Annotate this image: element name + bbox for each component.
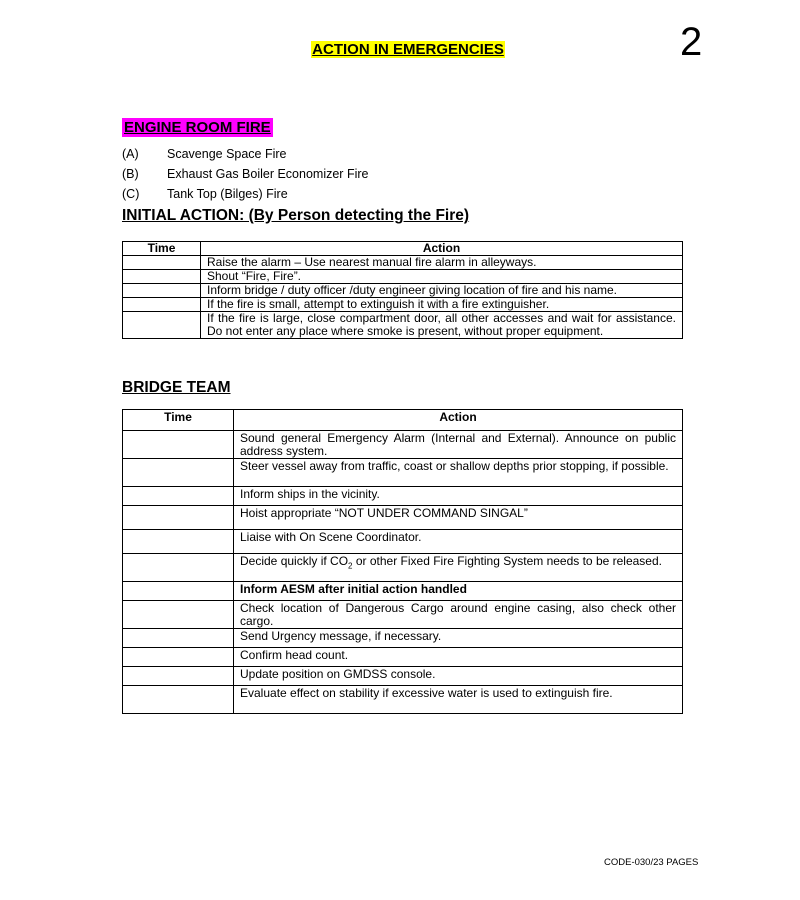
time-cell [123, 629, 234, 648]
action-cell: If the fire is small, attempt to extinguish it with a fire extinguisher. [201, 298, 683, 312]
time-cell [123, 667, 234, 686]
table-row [123, 270, 683, 284]
engine-room-fire-heading: ENGINE ROOM FIRE [124, 119, 271, 136]
action-cell: Steer vessel away from traffic, coast or shallow depths prior stopping, if possible. [234, 459, 683, 487]
action-cell: If the fire is large, close compartment door, all other accesses and wait for assistance. Do not enter any place where smoke is present, without proper equipment. [201, 312, 683, 339]
action-cell: Sound general Emergency Alarm (Internal and External). Announce on public address system. [234, 431, 683, 459]
table-row [123, 601, 683, 629]
time-cell [123, 554, 234, 582]
table-header-row [123, 242, 683, 256]
action-text-part: Decide quickly if CO [240, 554, 349, 568]
list-item-code: (B) [122, 167, 139, 181]
initial-action-heading: INITIAL ACTION: (By Person detecting the Fire) [122, 207, 470, 224]
time-cell [123, 487, 234, 506]
table-row [123, 554, 683, 582]
list-item-text: Scavenge Space Fire [167, 147, 287, 161]
column-header-time: Time [123, 410, 234, 431]
action-cell: Send Urgency message, if necessary. [234, 629, 683, 648]
action-cell: Liaise with On Scene Coordinator. [234, 530, 683, 554]
bridge-team-heading: BRIDGE TEAM [122, 379, 231, 396]
table-row [123, 284, 683, 298]
document-title: ACTION IN EMERGENCIES [312, 41, 504, 58]
time-cell [123, 459, 234, 487]
table-row [123, 506, 683, 530]
time-cell [123, 270, 201, 284]
column-header-action: Action [201, 242, 683, 256]
fire-type-list [122, 144, 368, 204]
action-cell: Evaluate effect on stability if excessive water is used to extinguish fire. [234, 686, 683, 714]
table-row [123, 686, 683, 714]
time-cell [123, 601, 234, 629]
table-row [123, 298, 683, 312]
list-item [122, 184, 368, 204]
table-header-row [123, 410, 683, 431]
table-row [123, 312, 683, 339]
list-item-text: Tank Top (Bilges) Fire [167, 187, 288, 201]
table-row [123, 459, 683, 487]
column-header-time: Time [123, 242, 201, 256]
time-cell [123, 530, 234, 554]
action-cell: Check location of Dangerous Cargo around engine casing, also check other cargo. [234, 601, 683, 629]
table-row [123, 582, 683, 601]
action-cell: Inform ships in the vicinity. [234, 487, 683, 506]
bridge-team-table [122, 409, 683, 714]
action-cell: Shout “Fire, Fire”. [201, 270, 683, 284]
initial-action-table [122, 241, 683, 339]
table-row [123, 648, 683, 667]
subscript-two: 2 [348, 561, 353, 571]
time-cell [123, 648, 234, 667]
time-cell [123, 256, 201, 270]
page-footer: CODE-030/23 PAGES [604, 857, 699, 868]
time-cell [123, 298, 201, 312]
list-item-text: Exhaust Gas Boiler Economizer Fire [167, 167, 369, 181]
time-cell [123, 686, 234, 714]
action-cell: Update position on GMDSS console. [234, 667, 683, 686]
action-cell: Inform bridge / duty officer /duty engineer giving location of fire and his name. [201, 284, 683, 298]
page-number: 2 [680, 20, 703, 64]
table-row [123, 256, 683, 270]
time-cell [123, 506, 234, 530]
list-item [122, 144, 368, 164]
list-item [122, 164, 368, 184]
column-header-action: Action [234, 410, 683, 431]
time-cell [123, 312, 201, 339]
action-cell [234, 554, 683, 582]
action-cell: Hoist appropriate “NOT UNDER COMMAND SINGAL” [234, 506, 683, 530]
table-row [123, 629, 683, 648]
list-item-code: (A) [122, 147, 139, 161]
time-cell [123, 582, 234, 601]
table-row [123, 487, 683, 506]
action-cell: Inform AESM after initial action handled [234, 582, 683, 601]
time-cell [123, 431, 234, 459]
table-row [123, 667, 683, 686]
action-cell: Confirm head count. [234, 648, 683, 667]
list-item-code: (C) [122, 187, 140, 201]
time-cell [123, 284, 201, 298]
action-text-part: or other Fixed Fire Fighting System needs to be released. [352, 554, 662, 568]
table-row [123, 431, 683, 459]
action-cell: Raise the alarm – Use nearest manual fire alarm in alleyways. [201, 256, 683, 270]
table-row [123, 530, 683, 554]
document-title-wrapper [0, 41, 800, 59]
